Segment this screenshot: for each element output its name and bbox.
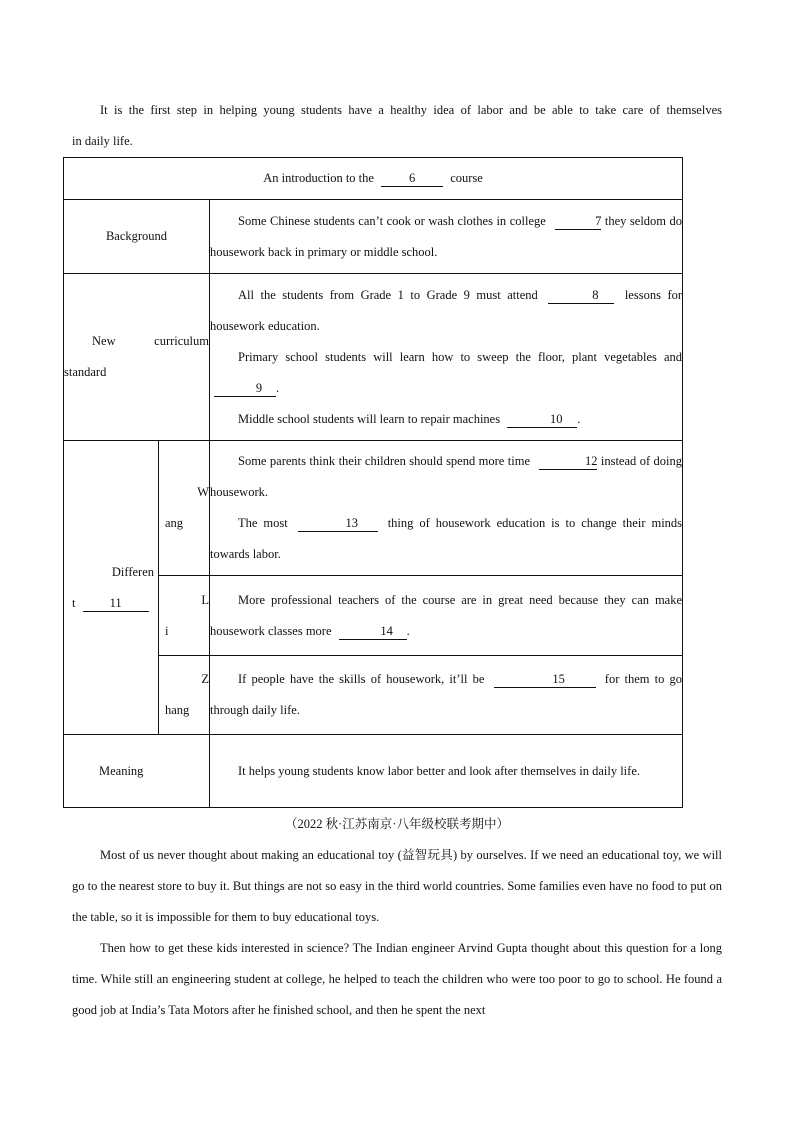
blank-8[interactable]: 8 [548, 288, 614, 304]
li-p1-after: . [406, 623, 410, 638]
different-word: Differen [111, 564, 154, 579]
wang-p1-before: Some parents think their children should spend more time [238, 454, 530, 468]
background-text-after: they seldom do housework back in primary or middle school. [210, 213, 683, 259]
wang-p2-after: thing of housework education is to change their minds towards labor. [210, 516, 683, 561]
blank-13[interactable]: 13 [298, 516, 378, 532]
different-label [64, 441, 159, 735]
name-li-line1: L [201, 592, 209, 607]
name-li [159, 576, 210, 656]
li-p1-before: More professional teachers of the course are in great need because they can make housework classes more [210, 592, 683, 638]
curriculum-p1-before: All the students from Grade 1 to Grade 9 must attend [238, 287, 538, 302]
new-curriculum-word-new: New [92, 334, 116, 348]
blank-6[interactable]: 6 [381, 171, 443, 187]
li-cell [210, 576, 683, 656]
meaning-cell [210, 735, 683, 808]
curriculum-p1-after: lessons for housework education. [210, 287, 683, 333]
wang-p1-after: instead of doing housework. [210, 454, 683, 499]
course-table [63, 157, 683, 808]
zhang-p1-before: If people have the skills of housework, it’ll be [238, 672, 485, 686]
curriculum-p2-before: Primary school students will learn how to sweep the floor, plant vegetables and [238, 349, 683, 364]
new-curriculum-cell [210, 274, 683, 441]
background-label: Background [64, 200, 210, 274]
name-zhang-line1: Z [201, 672, 209, 686]
blank-11[interactable]: 11 [83, 596, 149, 612]
different-word-t: t [72, 595, 76, 610]
zhang-p1-after: for them to go through daily life. [210, 672, 683, 717]
exam-source: （2022 秋·江苏南京·八年级校联考期中） [285, 817, 509, 831]
curriculum-p2-after: . [276, 380, 280, 395]
new-curriculum-label [64, 274, 210, 441]
passage-paragraph-1: Most of us never thought about making an educational toy (益智玩具) by ourselves. If we need an educational toy, we will go to the nearest store to buy it. But things are not so easy in the third world countries. Some families even have no food to put on the table, so it is impossible for them to buy educational toys. [72, 848, 722, 924]
curriculum-p3-after: . [577, 411, 581, 426]
name-zhang [159, 656, 210, 735]
passage [72, 840, 722, 1026]
intro-paragraph [72, 95, 722, 157]
name-wang-line2: ang [165, 516, 184, 530]
intro-line-1: It is the first step in helping young students have a healthy idea of labor and be able to take care of themselves [100, 103, 722, 117]
meaning-label: Meaning [64, 735, 210, 808]
background-cell [210, 200, 683, 274]
blank-15[interactable]: 15 [494, 672, 596, 688]
name-wang-line1: W [197, 485, 209, 499]
table-title [64, 158, 683, 200]
blank-10[interactable]: 10 [507, 412, 577, 428]
passage-paragraph-2: Then how to get these kids interested in science? The Indian engineer Arvind Gupta thought about this question for a long time. While still an engineering student at college, he helped to teach the children who were too poor to go to school. He found a good job at India’s Tata Motors after he finished school, and then he spent the next [72, 941, 722, 1017]
wang-cell [210, 441, 683, 576]
blank-12[interactable]: 12 [539, 454, 597, 470]
blank-14[interactable]: 14 [339, 624, 407, 640]
curriculum-p3-before: Middle school students will learn to repair machines [238, 411, 501, 426]
name-li-line2: i [165, 623, 169, 638]
meaning-text: It helps young students know labor better and look after themselves in daily life. [238, 763, 640, 778]
name-wang [159, 441, 210, 576]
table-title-before: An introduction to the [263, 171, 374, 185]
intro-line-2: in daily life. [72, 134, 133, 148]
background-text-before: Some Chinese students can’t cook or wash clothes in college [238, 213, 546, 228]
new-curriculum-word-standard: standard [64, 365, 107, 379]
wang-p2-before: The most [238, 516, 288, 530]
name-zhang-line2: hang [165, 703, 190, 717]
zhang-cell [210, 656, 683, 735]
new-curriculum-word-curriculum: curriculum [154, 334, 209, 348]
blank-9[interactable]: 9 [214, 381, 276, 397]
blank-7[interactable]: 7 [555, 214, 601, 230]
table-title-after: course [450, 171, 483, 185]
